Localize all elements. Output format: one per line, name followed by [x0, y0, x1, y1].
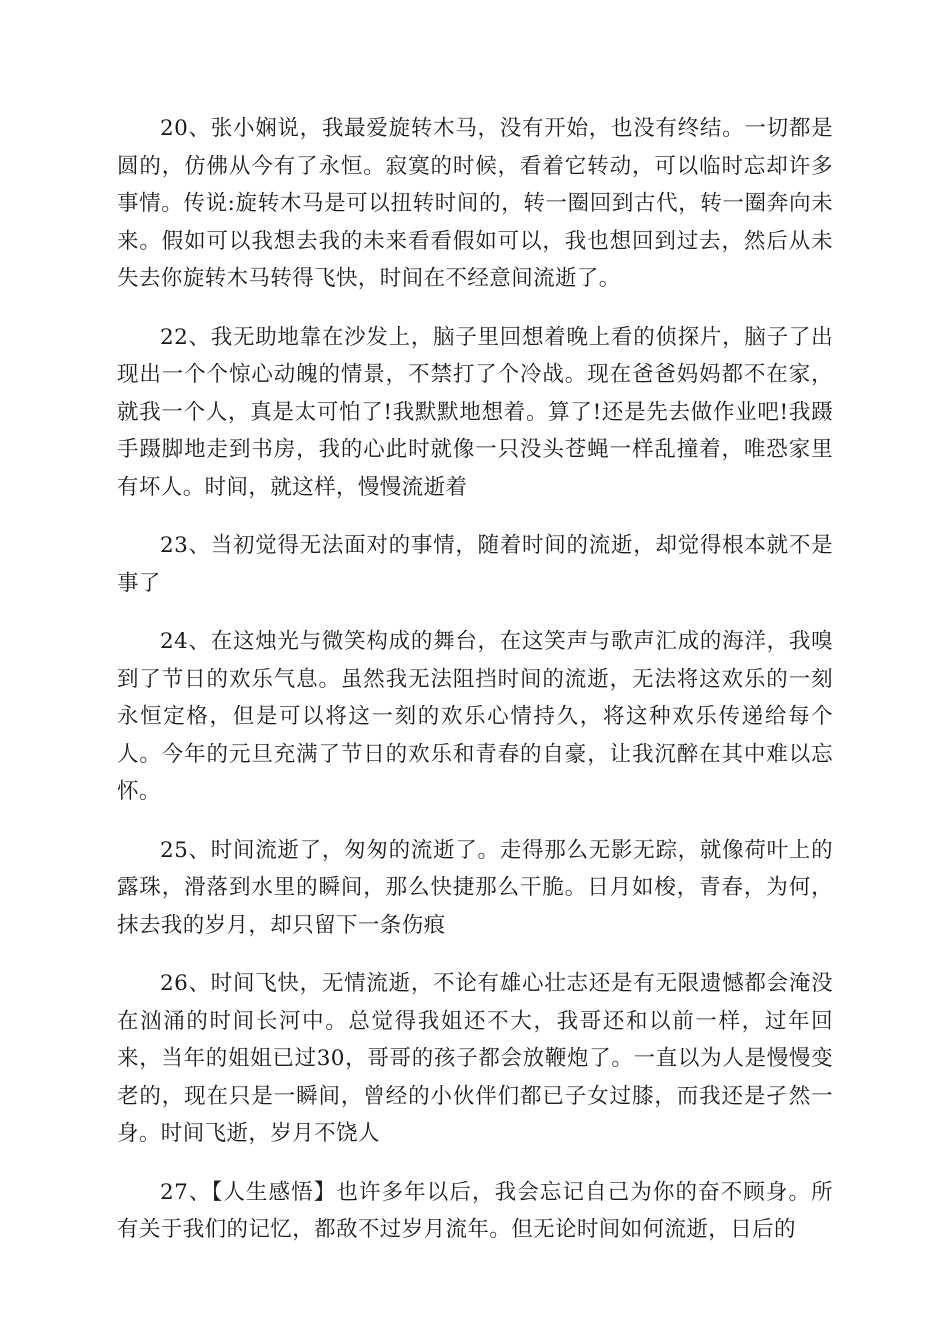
paragraph-24: 24、在这烛光与微笑构成的舞台，在这笑声与歌声汇成的海洋，我嗅到了节日的欢乐气息。虽然我无法阻挡时间的流逝，无法将这欢乐的一刻永恒定格，但是可以将这一刻的欢乐心情持久，将这种欢乐传递给每个人。今年的元旦充满了节日的欢乐和青春的自豪，让我沉醉在其中难以忘怀。 — [117, 629, 833, 804]
paragraph-26: 26、时间飞快，无情流逝，不论有雄心壮志还是有无限遗憾都会淹没在汹涌的时间长河中。总觉得我姐还不大，我哥还和以前一样，过年回来，当年的姐姐已过30，哥哥的孩子都会放鞭炮了。一直以为人是慢慢变老的，现在只是一瞬间，曾经的小伙伴们都已子女过膝，而我还是孑然一身。时间飞逝，岁月不饶人 — [117, 971, 833, 1146]
paragraph-20: 20、张小娴说，我最爱旋转木马，没有开始，也没有终结。一切都是圆的，仿佛从今有了永恒。寂寞的时候，看着它转动，可以临时忘却许多事情。传说:旋转木马是可以扭转时间的，转一圈回到古代，转一圈奔向未来。假如可以我想去我的未来看看假如可以，我也想回到过去，然后从未失去你旋转木马转得飞快，时间在不经意间流逝了。 — [117, 116, 833, 291]
paragraph-25: 25、时间流逝了，匆匆的流逝了。走得那么无影无踪，就像荷叶上的露珠，滑落到水里的瞬间，那么快捷那么干脆。日月如梭，青春，为何，抹去我的岁月，却只留下一条伤痕 — [117, 837, 833, 938]
document-body — [117, 110, 833, 1270]
paragraph-22: 22、我无助地靠在沙发上，脑子里回想着晚上看的侦探片，脑子了出现出一个个惊心动魄的情景，不禁打了个冷战。现在爸爸妈妈都不在家，就我一个人，真是太可怕了!我默默地想着。算了!还是先去做作业吧!我蹑手蹑脚地走到书房，我的心此时就像一只没头苍蝇一样乱撞着，唯恐家里有坏人。时间，就这样，慢慢流逝着 — [117, 324, 833, 500]
paragraph-23: 23、当初觉得无法面对的事情，随着时间的流逝，却觉得根本就不是事了 — [117, 533, 833, 596]
paragraph-27: 27、【人生感悟】也许多年以后，我会忘记自己为你的奋不顾身。所有关于我们的记忆，都敌不过岁月流年。但无论时间如何流逝，日后的 — [117, 1179, 833, 1242]
